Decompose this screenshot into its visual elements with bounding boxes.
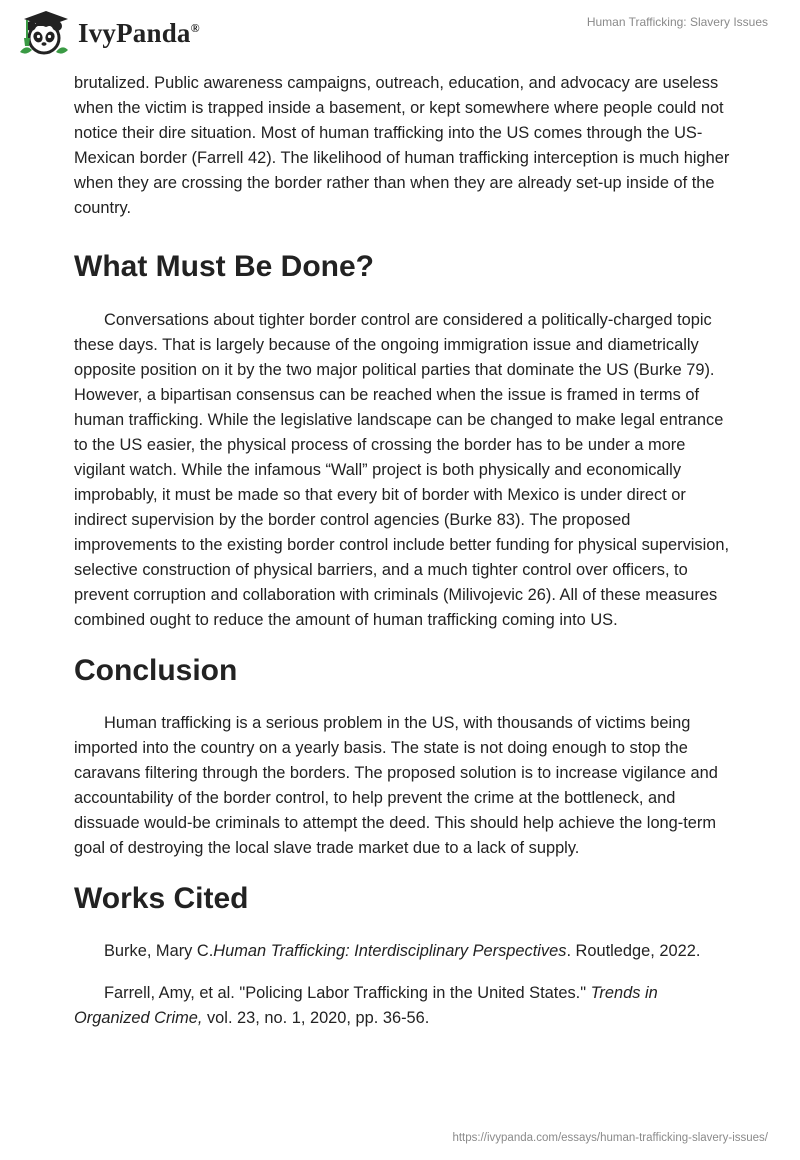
section-heading-conclusion: Conclusion [74,654,238,687]
citation-title: Human Trafficking: Interdisciplinary Perspectives [213,942,567,960]
source-url-link[interactable]: https://ivypanda.com/essays/human-trafficking-slavery-issues/ [452,1132,768,1144]
conclusion-paragraph: Human trafficking is a serious problem in the US, with thousands of victims being imported into the country on a yearly basis. The state is not doing enough to stop the caravans filtering through the borders. The proposed solution is to increase vigilance and accountability of the border control, to help prevent the crime at the bottleneck, and dissuade would-be criminals to attempt the deed. This should help achieve the long-term goal of destroying the local slave trade market due to a lack of supply. [74,714,718,857]
logo-wordmark: IvyPanda® [78,17,200,48]
citation-journal: Trends in Organized Crime, [74,984,658,1027]
citation-author: Burke, Mary C. [104,942,214,960]
intro-paragraph: brutalized. Public awareness campaigns, outreach, education, and advocacy are useless when the victim is trapped inside a basement, or kept somewhere where people could not notice their dire situation. Most of human trafficking into the US comes through the US-Mexican border (Farrell 42). The likelihood of human trafficking interception is much higher when they are crossing the border rather than when they are already set-up inside of the country. [74,74,730,217]
document-title: Human Trafficking: Slavery Issues [586,15,768,29]
panda-graduate-icon [16,8,74,58]
page-header [0,0,800,70]
essay-body [74,71,730,1031]
citation-entry [74,981,730,1031]
ivypanda-logo[interactable] [16,8,200,58]
section-heading-what-must-be-done: What Must Be Done? [74,250,374,283]
citation-publisher: . Routledge, 2022. [566,942,701,960]
citation-details: vol. 23, no. 1, 2020, pp. 36-56. [202,1009,430,1027]
citation-entry [74,939,730,964]
section-paragraph: Conversations about tighter border control are considered a politically-charged topic these days. That is largely because of the ongoing immigration issue and diametrically opposite position on it by the two major political parties that dominate the US (Burke 79). However, a bipartisan consensus can be reached when the issue is framed in terms of human trafficking. While the legislative landscape can be changed to make legal entrance to the US easier, the physical process of crossing the border has to be under a more vigilant watch. While the infamous “Wall” project is both physically and economically improbably, it must be made so that every bit of border with Mexico is under direct or indirect supervision by the border control agencies (Burke 83). The proposed improvements to the existing border control include better funding for physical supervision, selective construction of physical barriers, and a much tighter control over officers, to prevent corruption and collaboration with criminals (Milivojevic 26). All of these measures combined ought to reduce the amount of human trafficking coming into US. [74,311,730,629]
section-heading-works-cited: Works Cited [74,882,249,915]
citation-author: Farrell, Amy, et al. "Policing Labor Trafficking in the United States." [104,984,591,1002]
